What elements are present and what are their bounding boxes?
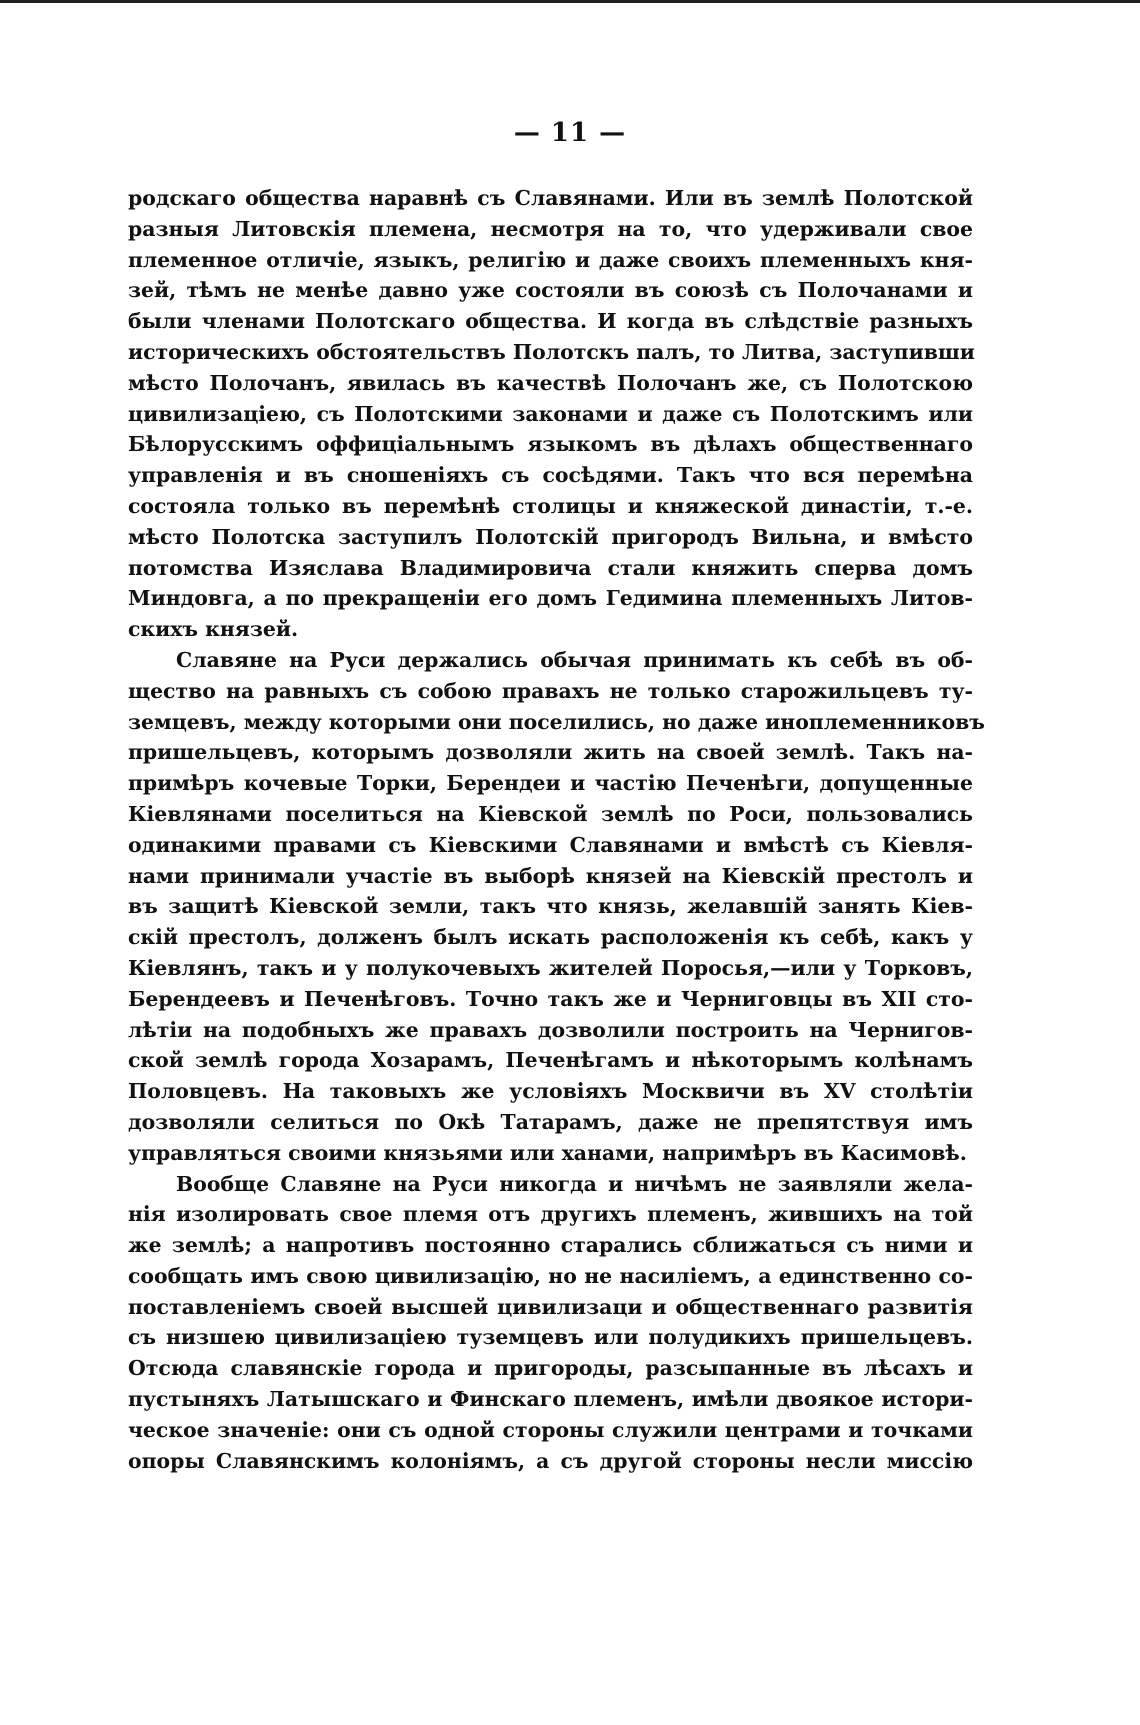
- text-line: Вообще Славяне на Руси никогда и ничѣмъ не заявляли жела-: [176, 1171, 973, 1196]
- text-line: поставленіемъ своей высшей цивилизаци и общественнаго развитія: [128, 1294, 973, 1319]
- text-line: ской землѣ города Хозарамъ, Печенѣгамъ и нѣкоторымъ колѣнамъ: [128, 1048, 973, 1073]
- text-line: нія изолировать свое племя отъ другихъ племенъ, жившихъ на той: [128, 1202, 973, 1227]
- text-line: разныя Литовскія племена, несмотря на то, что удерживали свое: [128, 216, 973, 241]
- text-line: опоры Славянскимъ колоніямъ, а съ другой стороны несли миссію: [128, 1448, 973, 1473]
- text-line: пустыняхъ Латышскаго и Финскаго племенъ, имѣли двоякое истори-: [128, 1387, 973, 1412]
- text-line: были членами Полотскаго общества. И когда въ слѣдствіе разныхъ: [128, 309, 973, 334]
- text-line: лѣтіи на подобныхъ же правахъ дозволили построить на Чернигов-: [128, 1017, 973, 1042]
- text-line: потомства Изяслава Владимировича стали княжить сперва домъ: [128, 555, 973, 580]
- text-line: Половцевъ. На таковыхъ же условіяхъ Москвичи въ XV столѣтіи: [128, 1079, 973, 1104]
- text-line: скихъ князей.: [128, 617, 299, 642]
- text-line: пришельцевъ, которымъ дозволяли жить на своей землѣ. Такъ на-: [128, 740, 973, 765]
- text-line: скій престолъ, долженъ былъ искать расположенія къ себѣ, какъ у: [128, 925, 973, 950]
- text-line: же землѣ; а напротивъ постоянно старались сближаться съ ними и: [128, 1233, 973, 1258]
- text-line: въ защитѣ Кіевской земли, такъ что князь, желавшій занять Кіев-: [128, 894, 973, 919]
- text-line: племенное отличіе, языкъ, религію и даже своихъ племенныхъ кня-: [128, 247, 973, 272]
- text-line: цивилизаціею, съ Полотскими законами и даже съ Полотскимъ или: [128, 401, 973, 426]
- text-line: Кіевлянами поселиться на Кіевской землѣ по Роси, пользовались: [128, 801, 973, 826]
- text-line: щество на равныхъ съ собою правахъ не только старожильцевъ ту-: [128, 678, 973, 703]
- text-line: Берендеевъ и Печенѣговъ. Точно такъ же и Черниговцы въ XII сто-: [128, 986, 973, 1011]
- text-line: земцевъ, между которыми они поселились, но даже иноплеменниковъ: [128, 709, 985, 734]
- text-line: Кіевлянъ, такъ и у полукочевыхъ жителей Поросья,—или у Торковъ,: [128, 955, 973, 980]
- text-line: Миндовга, а по прекращеніи его домъ Гедимина племенныхъ Литов-: [128, 586, 973, 611]
- text-line: нами принимали участіе въ выборѣ князей на Кіевскій престолъ и: [128, 863, 973, 888]
- text-line: примѣръ кочевые Торки, Берендеи и частію Печенѣги, допущенные: [128, 771, 973, 796]
- text-line: съ низшею цивилизаціею туземцевъ или полудикихъ пришельцевъ.: [128, 1325, 973, 1350]
- text-line: Отсюда славянскіе города и пригороды, разсыпанные въ лѣсахъ и: [128, 1356, 973, 1381]
- body-text: [128, 183, 985, 1476]
- page-top-rule: [0, 0, 1140, 3]
- text-line: дозволяли селиться по Окѣ Татарамъ, даже не препятствуя имъ: [128, 1109, 973, 1134]
- text-line: мѣсто Полочанъ, явилась въ качествѣ Полочанъ же, съ Полотскою: [128, 370, 973, 395]
- text-line: управляться своими князьями или ханами, напримѣръ въ Касимовѣ.: [128, 1140, 967, 1165]
- text-line: ческое значеніе: они съ одной стороны служили центрами и точками: [128, 1417, 973, 1442]
- text-line: Бѣлорусскимъ оффиціальнымъ языкомъ въ дѣлахъ общественнаго: [128, 432, 973, 457]
- text-line: зей, тѣмъ не менѣе давно уже состояли въ союзѣ съ Полочанами и: [128, 278, 973, 303]
- text-line: управленія и въ сношеніяхъ съ сосѣдями. Такъ что вся перемѣна: [128, 463, 973, 488]
- text-line: мѣсто Полотска заступилъ Полотскій пригородъ Вильна, и вмѣсто: [128, 524, 973, 549]
- page-number: — 11 —: [513, 118, 627, 148]
- text-line: сообщать имъ свою цивилизацію, но не насиліемъ, а единственно со-: [128, 1263, 973, 1288]
- text-line: состояла только въ перемѣнѣ столицы и княжеской династіи, т.-е.: [128, 493, 973, 518]
- text-line: родскаго общества наравнѣ съ Славянами. Или въ землѣ Полотской: [128, 186, 973, 210]
- text-line: историческихъ обстоятельствъ Полотскъ палъ, то Литва, заступивши: [128, 339, 975, 364]
- text-line: Славяне на Руси держались обычая принимать къ себѣ въ об-: [176, 647, 973, 672]
- text-line: одинакими правами съ Кіевскими Славянами и вмѣстѣ съ Кіевля-: [128, 832, 973, 857]
